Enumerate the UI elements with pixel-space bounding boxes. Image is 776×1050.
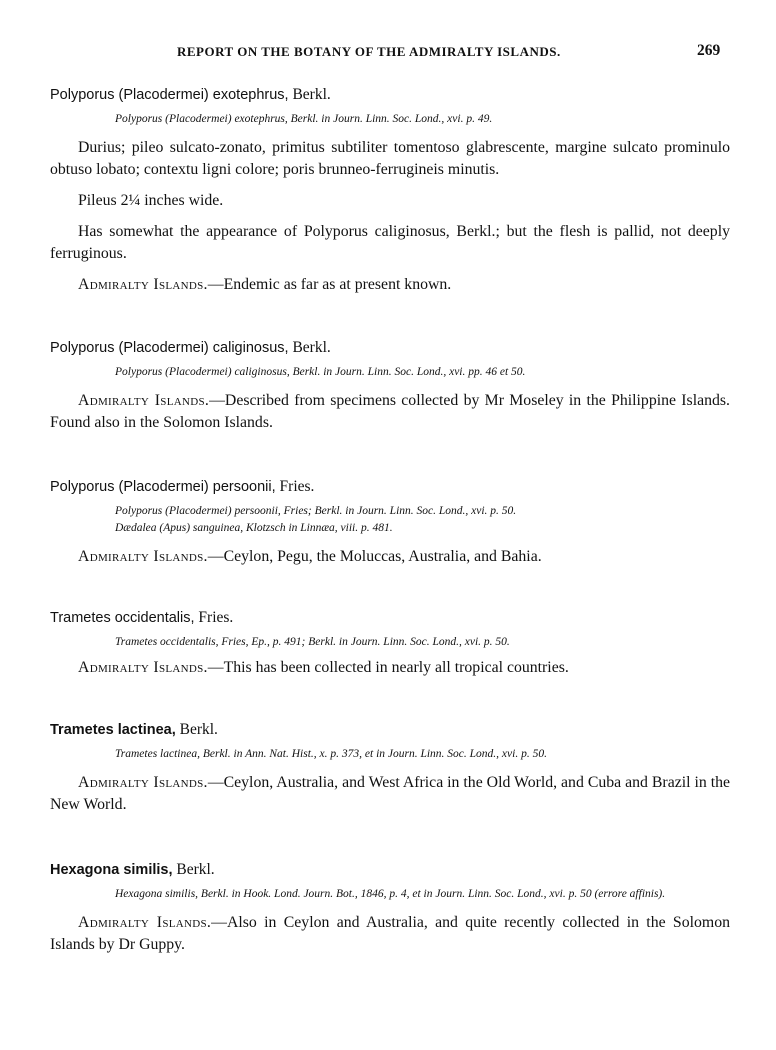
species-heading [50, 338, 730, 358]
species-entry [50, 860, 730, 956]
reference-citation: Hexagona similis, Berkl. in Hook. Lond. Journ. Bot., 1846, p. 4, et in Journ. Linn. Soc. Lond., xvi. p. 50 (errore affinis). [115, 888, 666, 900]
locality-label: Admiralty Islands. [78, 774, 208, 791]
species-authority: Fries. [198, 609, 234, 626]
locality-label: Admiralty Islands. [78, 392, 210, 409]
reference-citation: Trametes lactinea, Berkl. in Ann. Nat. Hist., x. p. 373, et in Journ. Linn. Soc. Lond., xvi. p. 50. [115, 748, 547, 760]
reference-citation: Polyporus (Placodermei) caliginosus, Berkl. in Journ. Linn. Soc. Lond., xvi. pp. 46 et 50. [115, 366, 526, 378]
locality-paragraph [50, 772, 730, 816]
locality-paragraph [50, 390, 730, 434]
locality-label: Admiralty Islands. [78, 548, 208, 565]
comparison-note: Has somewhat the appearance of Polyporus caliginosus, Berkl.; but the flesh is pallid, not deeply ferruginous. [50, 223, 730, 262]
locality-text: —Ceylon, Pegu, the Moluccas, Australia, and Bahia. [207, 548, 542, 565]
page-number: 269 [697, 42, 721, 59]
species-heading [50, 477, 730, 497]
species-entry [50, 720, 730, 816]
running-header [0, 44, 776, 64]
species-authority: Berkl. [176, 861, 215, 878]
species-name: Hexagona similis, [50, 862, 173, 878]
species-entry [50, 338, 730, 434]
locality-paragraph [50, 274, 730, 296]
species-name: Trametes occidentalis, [50, 610, 195, 626]
locality-paragraph [50, 912, 730, 956]
locality-text: —This has been collected in nearly all tropical countries. [207, 659, 569, 676]
locality-label: Admiralty Islands. [78, 914, 212, 931]
reference-citation: Polyporus (Placodermei) exotephrus, Berkl. in Journ. Linn. Soc. Lond., xvi. p. 49. [115, 113, 493, 125]
locality-text: —Ceylon, Australia, and West Africa in the Old World, and Cuba and Brazil in the New World. [50, 774, 731, 813]
locality-label: Admiralty Islands. [78, 276, 208, 293]
species-authority: Berkl. [292, 86, 331, 103]
reference-citation: Polyporus (Placodermei) persoonii, Fries; Berkl. in Journ. Linn. Soc. Lond., xvi. p. 50. [115, 505, 517, 517]
locality-text: —Endemic as far as at present known. [207, 276, 452, 293]
species-name: Polyporus (Placodermei) caliginosus, [50, 340, 289, 356]
species-name: Polyporus (Placodermei) exotephrus, [50, 87, 289, 103]
running-title: REPORT ON THE BOTANY OF THE ADMIRALTY ISLANDS. [177, 44, 561, 59]
latin-description: Durius; pileo sulcato-zonato, primitus subtiliter tomentoso glabrescente, margine sulcato prominulo obtuso lobato; contextu ligni colore; poris brunneo-ferrugineis minutis. [50, 139, 730, 178]
reference-citation: Trametes occidentalis, Fries, Ep., p. 491; Berkl. in Journ. Linn. Soc. Lond., xvi. p. 50. [115, 636, 510, 648]
species-heading [50, 608, 730, 628]
species-name: Trametes lactinea, [50, 722, 176, 738]
species-entry [50, 85, 730, 296]
pileus-size-note: Pileus 2¼ inches wide. [78, 192, 224, 209]
species-heading [50, 860, 730, 880]
locality-paragraph [50, 657, 730, 679]
locality-text: —Also in Ceylon and Australia, and quite recently collected in the Solomon Islands by Dr Guppy. [50, 914, 730, 953]
species-heading [50, 85, 730, 105]
locality-label: Admiralty Islands. [78, 659, 208, 676]
species-authority: Berkl. [179, 721, 218, 738]
locality-paragraph [50, 546, 730, 568]
species-entry [50, 477, 730, 568]
species-authority: Berkl. [292, 339, 331, 356]
species-heading [50, 720, 730, 740]
species-entry [50, 608, 730, 679]
species-authority: Fries. [279, 478, 315, 495]
reference-citation: Dædalea (Apus) sanguinea, Klotzsch in Linnæa, viii. p. 481. [115, 522, 393, 534]
locality-text: —Described from specimens collected by Mr Moseley in the Philippine Islands. Found also in the Solomon Islands. [50, 392, 730, 431]
species-name: Polyporus (Placodermei) persoonii, [50, 479, 276, 495]
